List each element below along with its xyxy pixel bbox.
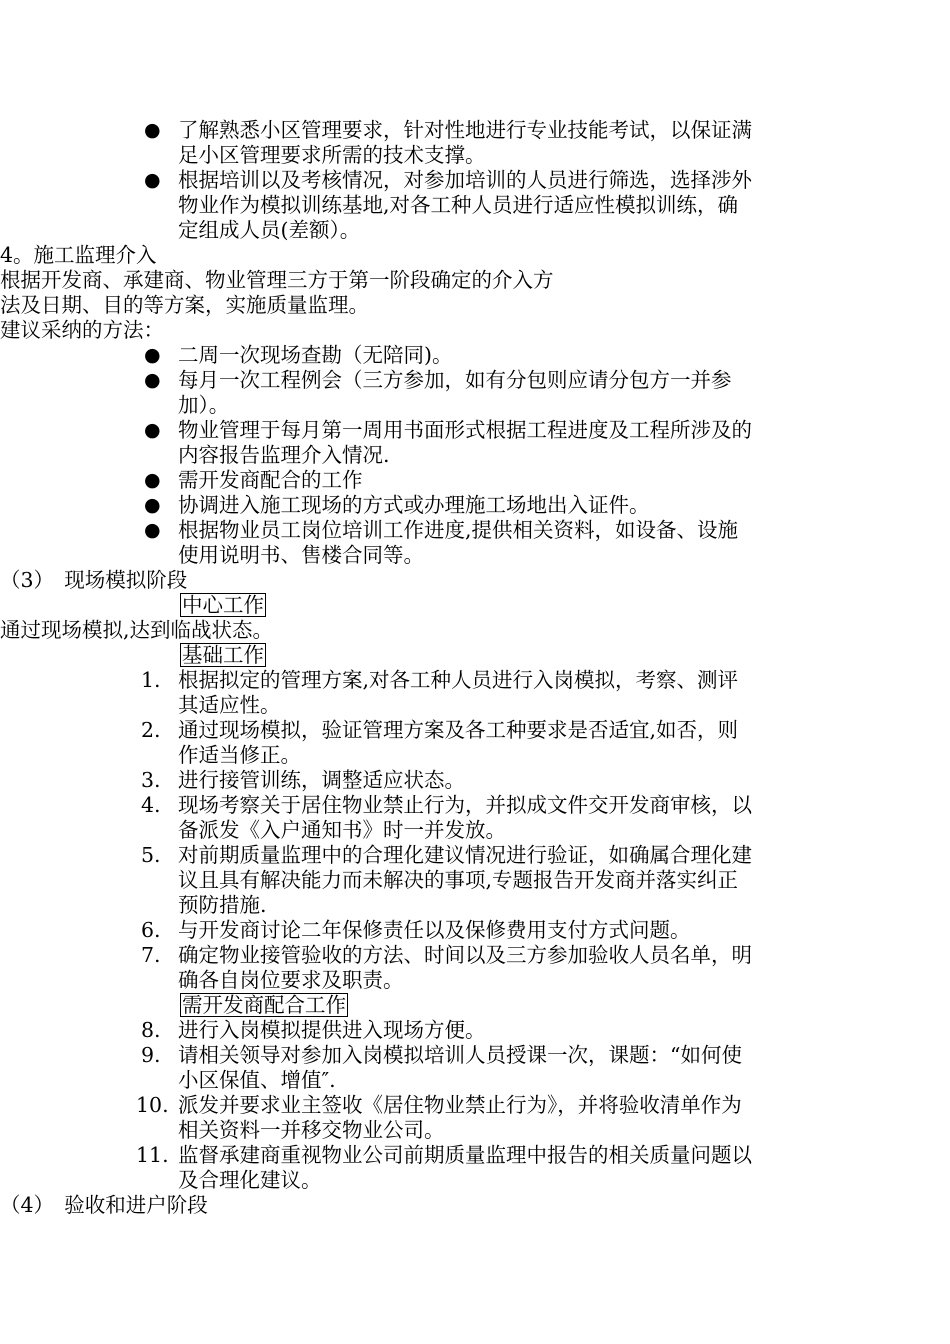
center-work-label: 中心工作 [182, 593, 264, 617]
section-4-title-text: 4。施工监理介入 [0, 243, 157, 267]
item-number: 11. [136, 1143, 169, 1167]
list-item-line: 加）。 [178, 393, 230, 417]
numbered-item [0, 1143, 950, 1193]
item-number: 7. [141, 943, 161, 967]
list-item-line: 足小区管理要求所需的技术支撑。 [178, 143, 486, 167]
list-item [0, 418, 950, 468]
stage-4-title-text: （4） 验收和进户阶段 [0, 1193, 208, 1217]
stage-3-title [0, 568, 950, 593]
list-item [0, 493, 950, 518]
base-work-label: 基础工作 [182, 643, 264, 667]
item-number: 8. [141, 1018, 161, 1042]
numbered-item-line: 根据拟定的管理方案,对各工种人员进行入岗模拟，考察、测评 [178, 668, 739, 692]
base-work-heading [0, 643, 950, 668]
numbered-item-line: 进行接管训练，调整适应状态。 [178, 768, 465, 792]
numbered-item [0, 943, 950, 993]
numbered-item [0, 1093, 950, 1143]
numbered-item-line: 备派发《入户通知书》时一并发放。 [178, 818, 506, 842]
center-work-text: 通过现场模拟,达到临战状态。 [0, 618, 274, 642]
numbered-item-text [178, 718, 738, 768]
numbered-item [0, 793, 950, 843]
item-number: 10. [136, 1093, 169, 1117]
numbered-item-text [178, 1143, 752, 1193]
numbered-item-line: 预防措施. [178, 893, 267, 917]
list-item-line: 需开发商配合的工作 [178, 468, 363, 492]
stage-3-title-text: （3） 现场模拟阶段 [0, 568, 188, 592]
section-4-title [0, 243, 950, 268]
numbered-item [0, 768, 950, 793]
list-item-line: 内容报告监理介入情况. [178, 443, 390, 467]
bullet-icon: ● [144, 119, 161, 141]
numbered-list-base-work [0, 668, 950, 993]
item-number: 1. [141, 668, 161, 692]
numbered-item-line: 对前期质量监理中的合理化建议情况进行验证，如确属合理化建 [178, 843, 752, 867]
list-item [0, 518, 950, 568]
developer-cooperation-heading [0, 993, 950, 1018]
document-page [0, 118, 950, 1218]
list-item-text [178, 343, 453, 368]
numbered-item-text [178, 1093, 742, 1143]
numbered-item-line: 监督承建商重视物业公司前期质量监理中报告的相关质量问题以 [178, 1143, 752, 1167]
numbered-item-line: 小区保值、增值″. [178, 1068, 336, 1092]
list-item-line: 物业作为模拟训练基地,对各工种人员进行适应性模拟训练，确 [178, 193, 739, 217]
numbered-item-line: 及合理化建议。 [178, 1168, 322, 1192]
numbered-item-line: 进行入岗模拟提供进入现场方便。 [178, 1018, 486, 1042]
bullet-list-training [0, 118, 950, 243]
list-item [0, 368, 950, 418]
item-number: 3. [141, 768, 161, 792]
bullet-icon: ● [144, 469, 161, 491]
list-item-text [178, 468, 363, 493]
list-item-line: 二周一次现场查勘（无陪同)。 [178, 343, 453, 367]
bullet-icon: ● [144, 344, 161, 366]
numbered-item-line: 通过现场模拟，验证管理方案及各工种要求是否适宜,如否，则 [178, 718, 739, 742]
list-item-text [178, 518, 738, 568]
list-item-line: 使用说明书、售楼合同等。 [178, 543, 424, 567]
numbered-item-line: 其适应性。 [178, 693, 281, 717]
bullet-icon: ● [144, 519, 161, 541]
developer-cooperation-label: 需开发商配合工作 [182, 993, 346, 1017]
list-item-line: 物业管理于每月第一周用书面形式根据工程进度及工程所涉及的 [178, 418, 752, 442]
numbered-item-line: 与开发商讨论二年保修责任以及保修费用支付方式问题。 [178, 918, 691, 942]
numbered-item-line: 确各自岗位要求及职责。 [178, 968, 404, 992]
numbered-item [0, 668, 950, 718]
list-item-text [178, 493, 650, 518]
numbered-item-line: 请相关领导对参加入岗模拟培训人员授课一次，课题：“如何使 [178, 1043, 742, 1067]
numbered-item [0, 1043, 950, 1093]
list-item [0, 118, 950, 168]
item-number: 4. [141, 793, 161, 817]
item-number: 2. [141, 718, 161, 742]
section-4-intro-line-2: 法及日期、目的等方案，实施质量监理。 [0, 293, 369, 317]
bullet-icon: ● [144, 169, 161, 191]
list-item-line: 了解熟悉小区管理要求，针对性地进行专业技能考试，以保证满 [178, 118, 752, 142]
numbered-item-text [178, 668, 738, 718]
numbered-item-text [178, 793, 752, 843]
list-item [0, 168, 950, 243]
section-4-intro [0, 268, 950, 318]
numbered-item-text [178, 1043, 742, 1093]
list-item-line: 根据物业员工岗位培训工作进度,提供相关资料，如设备、设施 [178, 518, 739, 542]
item-number: 9. [141, 1043, 161, 1067]
list-item [0, 468, 950, 493]
numbered-item [0, 718, 950, 768]
list-item-line: 协调进入施工现场的方式或办理施工场地出入证件。 [178, 493, 650, 517]
numbered-item-text [178, 943, 752, 993]
list-item-text [178, 368, 732, 418]
numbered-item-line: 派发并要求业主签收《居住物业禁止行为》，并将验收清单作为 [178, 1093, 742, 1117]
numbered-item-line: 确定物业接管验收的方法、时间以及三方参加验收人员名单，明 [178, 943, 752, 967]
numbered-item-line: 议且具有解决能力而未解决的事项,专题报告开发商并落实纠正 [178, 868, 739, 892]
list-item-line: 根据培训以及考核情况，对参加培训的人员进行筛选，选择涉外 [178, 168, 752, 192]
numbered-item-line: 现场考察关于居住物业禁止行为，并拟成文件交开发商审核，以 [178, 793, 752, 817]
numbered-item-text [178, 1018, 486, 1043]
list-item-text [178, 118, 752, 168]
numbered-item [0, 1018, 950, 1043]
numbered-item-text [178, 843, 752, 918]
numbered-item-line: 相关资料一并移交物业公司。 [178, 1118, 445, 1142]
item-number: 5. [141, 843, 161, 867]
numbered-item [0, 918, 950, 943]
item-number: 6. [141, 918, 161, 942]
bullet-icon: ● [144, 494, 161, 516]
bullet-icon: ● [144, 419, 161, 441]
numbered-item-text [178, 768, 465, 793]
center-work-heading [0, 593, 950, 618]
numbered-item [0, 843, 950, 918]
center-work-paragraph [0, 618, 950, 643]
stage-4-title [0, 1193, 950, 1218]
list-item-text [178, 168, 752, 243]
list-item-line: 定组成人员(差额）。 [178, 218, 361, 242]
list-item [0, 343, 950, 368]
numbered-item-text [178, 918, 691, 943]
list-item-text [178, 418, 752, 468]
numbered-item-line: 作适当修正。 [178, 743, 301, 767]
numbered-list-developer-cooperation [0, 1018, 950, 1193]
suggest-methods-title-text: 建议采纳的方法： [0, 318, 164, 342]
bullet-icon: ● [144, 369, 161, 391]
bullet-list-methods [0, 343, 950, 568]
suggest-methods-title [0, 318, 950, 343]
list-item-line: 每月一次工程例会（三方参加，如有分包则应请分包方一并参 [178, 368, 732, 392]
section-4-intro-line-1: 根据开发商、承建商、物业管理三方于第一阶段确定的介入方 [0, 268, 554, 292]
